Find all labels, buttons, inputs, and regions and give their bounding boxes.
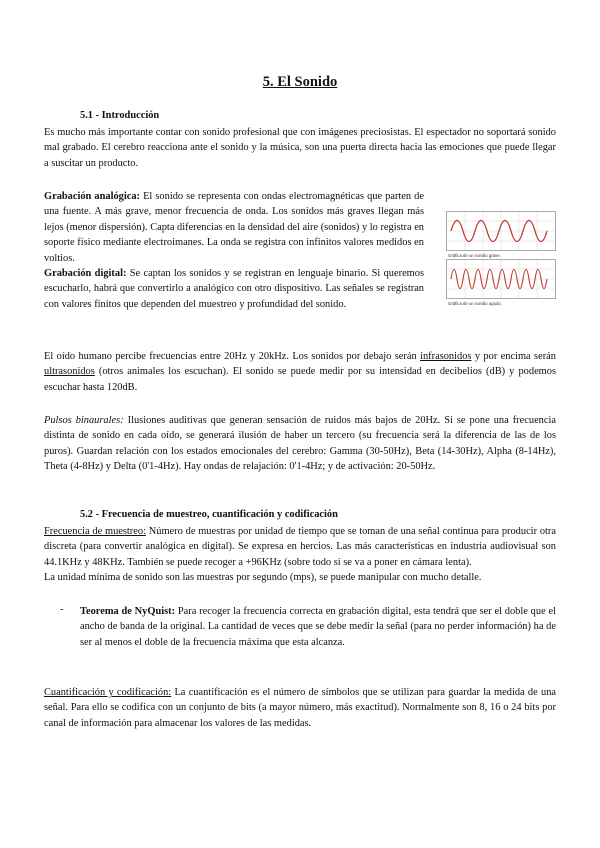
quantization-paragraph: Cuantificación y codificación: La cuantificación es el número de símbolos que se utilizan para guardar la medida de una señal. Para ello se codifica con un conjunto de bits (a mayor número, más exactitud). Normalmente son 8, 16 o 24 bits por canal de información para almacenar los valores de las medidas. <box>44 687 557 729</box>
term-infrasonidos: infrasonidos <box>420 351 472 362</box>
high-frequency-wave-graph <box>446 259 556 299</box>
quant-label: Cuantificación y codificación: <box>44 687 172 698</box>
section-heading-intro: 5.1 - Introducción <box>80 110 160 121</box>
page-title: 5. El Sonido <box>262 74 338 90</box>
hearing-paragraph: El oído humano percibe frecuencias entre 20Hz y 20kHz. Los sonidos por debajo serán infrasonidos y por encima serán ultrasonidos (otros animales los escuchan). El sonido se puede medir por su intensidad en decibelios (dB) y podemos escuchar hasta 120dB. <box>44 351 556 393</box>
wave-figure-agudo <box>446 259 554 306</box>
unit-paragraph: La unidad mínima de sonido son las muestras por segundo (mps), se puede manipular con mucho detalle. <box>44 572 482 584</box>
term-ultrasonidos: ultrasonidos <box>44 366 95 378</box>
analog-label: Grabación analógica: <box>44 191 141 202</box>
sampling-paragraph: Frecuencia de muestreo: Número de muestras por unidad de tiempo que se toman de una señal continua para producir otra discreta (para convertir analógica en digital). Se expresa en hercios. Las más características en industria audiovisual son 44.1KHz y 48KHz. También se puede recoger a +96KHz (sobre todo si se va a poner en cámara lenta). La unidad mínima de sonido son las muestras por segundo (mps), se puede manipular con mucho detalle. <box>44 524 556 586</box>
analog-paragraph: Grabación analógica: El sonido se representa con ondas electromagnéticas que parten de una fuente. A más grave, menor frecuencia de onda. Los sonidos más graves llegan más lejos (menor dispersión). Capta diferencias en la densidad del aire (sonidos) y lo registra en soporte físico mediante electroimanes. La onda se registra con infinitos valores medidos en voltios. <box>44 191 425 264</box>
binaural-label: Pulsos binaurales: <box>44 415 124 426</box>
binaural-paragraph: Pulsos binaurales: Ilusiones auditivas que generan sensación de ruidos más bajos de 20Hz. Si se pone una frecuencia distinta de sonido en cada oído, se generará ilusión de haber un tercero (su frecuencia será la diferencia de las de los puros). Guardan relación con los estados emocionales del cerebro: Gamma (30-50Hz), Beta (14-30Hz), Alpha (8-14Hz), Theta (4-8Hz) y Delta (0'1-4Hz). Hay ondas de relajación: 0'1-4Hz; y de activación: 20-50Hz. <box>44 415 556 473</box>
bullet-dash: - <box>60 604 64 615</box>
low-frequency-wave-graph <box>446 211 556 251</box>
recording-types <box>44 189 424 312</box>
digital-paragraph: Grabación digital: Se captan los sonidos y se registran en lenguaje binario. Si queremos escucharlo, habrá que convertirlo a analógico con otro dispositivo. Las señales se registran con valores finitos que dependen del muestreo y profundidad del sonido. <box>44 268 425 310</box>
digital-label: Grabación digital: <box>44 268 127 280</box>
caption-grave: Gráfica de un sonido grave. <box>448 253 501 258</box>
caption-agudo: Gráfica de un sonido agudo. <box>448 301 502 306</box>
intro-paragraph: Es mucho más importante contar con sonido profesional que con imágenes preciosistas. El espectador no soportará sonido mal grabado. El cerebro reacciona ante el sonido y la música, son una puerta directa hacia las emociones que puede llegar a suscitar un producto. <box>44 127 556 169</box>
wave-figure-grave <box>446 211 554 258</box>
nyquist-label: Teorema de NyQuist: <box>80 606 176 617</box>
freq-label: Frecuencia de muestreo: <box>44 526 146 537</box>
section-heading-sampling: 5.2 - Frecuencia de muestreo, cuantificación y codificación <box>80 509 338 520</box>
nyquist-bullet: - Teorema de NyQuist: Para recoger la frecuencia correcta en grabación digital, esta tendrá que ser el doble que el ancho de banda de la original. La cantidad de veces que se debe medir la señal (para no perder información) ha de ser al menos el doble de la frecuencia máxima que esta alcanza. <box>60 604 556 648</box>
